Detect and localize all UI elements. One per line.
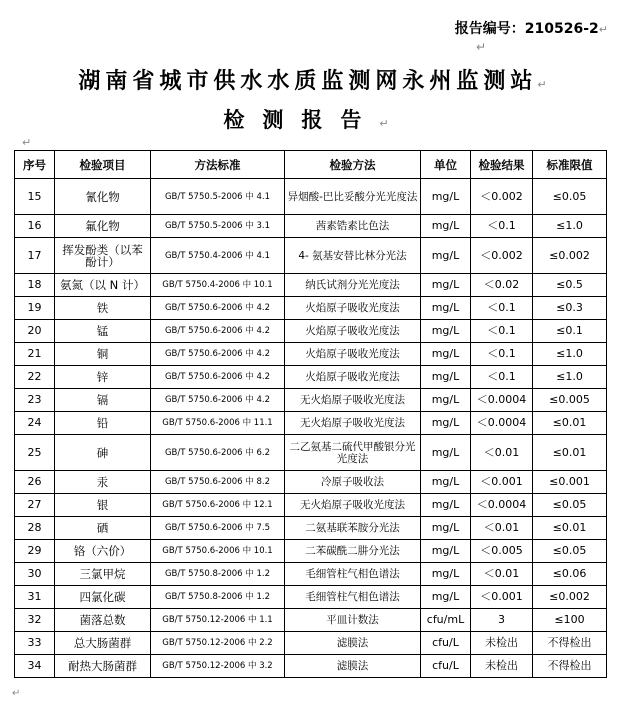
- cell-method: 无火焰原子吸收光度法: [285, 412, 421, 435]
- cell-method: 无火焰原子吸收光度法: [285, 494, 421, 517]
- cell-unit: mg/L: [421, 215, 471, 238]
- cell-unit: mg/L: [421, 586, 471, 609]
- cell-standard: GB/T 5750.6-2006 中 4.2: [151, 366, 285, 389]
- cell-method: 滤膜法: [285, 632, 421, 655]
- cell-method: 二苯碳酰二肼分光法: [285, 540, 421, 563]
- cell-standard: GB/T 5750.6-2006 中 6.2: [151, 435, 285, 471]
- cell-limit: ≤1.0: [533, 366, 607, 389]
- table-row: [15, 609, 607, 632]
- cell-limit: ≤0.002: [533, 586, 607, 609]
- cell-result: 3: [471, 609, 533, 632]
- cell-unit: mg/L: [421, 238, 471, 274]
- table-row: [15, 274, 607, 297]
- cell-item: 铜: [55, 343, 151, 366]
- cell-standard: GB/T 5750.6-2006 中 11.1: [151, 412, 285, 435]
- page-title: 湖南省城市供水水质监测网永州监测站↵: [78, 69, 552, 94]
- cell-unit: mg/L: [421, 412, 471, 435]
- report-number: 报告编号：210526-2↵: [454, 21, 608, 37]
- cell-result: 未检出: [471, 655, 533, 678]
- cell-unit: cfu/L: [421, 655, 471, 678]
- table-row: [15, 412, 607, 435]
- table-row: [15, 540, 607, 563]
- table-row: [15, 632, 607, 655]
- cell-no: 16: [15, 215, 55, 238]
- cell-unit: cfu/mL: [421, 609, 471, 632]
- cell-result: ＜0.0004: [471, 412, 533, 435]
- cell-unit: mg/L: [421, 389, 471, 412]
- cell-unit: mg/L: [421, 274, 471, 297]
- table-row: [15, 471, 607, 494]
- cell-item: 砷: [55, 435, 151, 471]
- cell-method: 异烟酸-巴比妥酸分光光度法: [285, 179, 421, 215]
- cell-no: 32: [15, 609, 55, 632]
- cell-standard: GB/T 5750.6-2006 中 8.2: [151, 471, 285, 494]
- cell-method: 4- 氨基安替比林分光法: [285, 238, 421, 274]
- table-row: [15, 215, 607, 238]
- cell-limit: 不得检出: [533, 655, 607, 678]
- cell-item: 氨氮（以 N 计）: [55, 274, 151, 297]
- header-unit: 单位: [421, 151, 471, 179]
- cell-result: ＜0.1: [471, 320, 533, 343]
- cell-no: 28: [15, 517, 55, 540]
- cell-unit: mg/L: [421, 297, 471, 320]
- cell-unit: mg/L: [421, 563, 471, 586]
- cell-result: ＜0.002: [471, 179, 533, 215]
- cell-limit: ≤0.001: [533, 471, 607, 494]
- paragraph-mark: ↵: [12, 688, 21, 699]
- header-result: 检验结果: [471, 151, 533, 179]
- cell-method: 冷原子吸收法: [285, 471, 421, 494]
- cell-method: 滤膜法: [285, 655, 421, 678]
- cell-result: ＜0.1: [471, 343, 533, 366]
- cell-method: 火焰原子吸收光度法: [285, 343, 421, 366]
- cell-result: ＜0.0004: [471, 389, 533, 412]
- header-method: 检验方法: [285, 151, 421, 179]
- cell-unit: mg/L: [421, 366, 471, 389]
- cell-unit: cfu/L: [421, 632, 471, 655]
- table-row: [15, 517, 607, 540]
- cell-limit: ≤0.005: [533, 389, 607, 412]
- table-header-row: [15, 151, 607, 179]
- cell-item: 氟化物: [55, 215, 151, 238]
- cell-item: 铅: [55, 412, 151, 435]
- cell-item: 耐热大肠菌群: [55, 655, 151, 678]
- cell-no: 33: [15, 632, 55, 655]
- cell-result: ＜0.1: [471, 215, 533, 238]
- header-item: 检验项目: [55, 151, 151, 179]
- cell-result: ＜0.1: [471, 366, 533, 389]
- cell-item: 铁: [55, 297, 151, 320]
- table-row: [15, 366, 607, 389]
- cell-item: 挥发酚类（以苯酚计）: [55, 238, 151, 274]
- cell-no: 19: [15, 297, 55, 320]
- table-row: [15, 563, 607, 586]
- table-row: [15, 435, 607, 471]
- cell-item: 总大肠菌群: [55, 632, 151, 655]
- cell-no: 31: [15, 586, 55, 609]
- cell-standard: GB/T 5750.6-2006 中 4.2: [151, 343, 285, 366]
- cell-method: 二乙氨基二硫代甲酸银分光光度法: [285, 435, 421, 471]
- cell-item: 菌落总数: [55, 609, 151, 632]
- cell-unit: mg/L: [421, 343, 471, 366]
- cell-method: 茜素锆素比色法: [285, 215, 421, 238]
- cell-method: 火焰原子吸收光度法: [285, 320, 421, 343]
- cell-no: 22: [15, 366, 55, 389]
- table-row: [15, 389, 607, 412]
- cell-item: 铬（六价）: [55, 540, 151, 563]
- cell-result: ＜0.001: [471, 586, 533, 609]
- header-limit: 标准限值: [533, 151, 607, 179]
- header-no: 序号: [15, 151, 55, 179]
- table-row: [15, 343, 607, 366]
- table-body: [15, 179, 607, 678]
- cell-unit: mg/L: [421, 517, 471, 540]
- cell-standard: GB/T 5750.6-2006 中 4.2: [151, 297, 285, 320]
- cell-no: 18: [15, 274, 55, 297]
- table-row: [15, 179, 607, 215]
- cell-unit: mg/L: [421, 540, 471, 563]
- cell-no: 27: [15, 494, 55, 517]
- paragraph-mark: ↵: [537, 78, 552, 91]
- cell-item: 银: [55, 494, 151, 517]
- cell-standard: GB/T 5750.8-2006 中 1.2: [151, 563, 285, 586]
- cell-no: 26: [15, 471, 55, 494]
- cell-method: 毛细管柱气相色谱法: [285, 586, 421, 609]
- cell-limit: ≤1.0: [533, 343, 607, 366]
- cell-standard: GB/T 5750.6-2006 中 10.1: [151, 540, 285, 563]
- cell-no: 20: [15, 320, 55, 343]
- cell-standard: GB/T 5750.6-2006 中 7.5: [151, 517, 285, 540]
- paragraph-mark: ↵: [379, 117, 407, 130]
- cell-unit: mg/L: [421, 471, 471, 494]
- cell-no: 21: [15, 343, 55, 366]
- table-row: [15, 238, 607, 274]
- cell-no: 29: [15, 540, 55, 563]
- cell-item: 镉: [55, 389, 151, 412]
- cell-item: 三氯甲烷: [55, 563, 151, 586]
- cell-no: 23: [15, 389, 55, 412]
- cell-limit: ≤0.05: [533, 494, 607, 517]
- cell-result: ＜0.002: [471, 238, 533, 274]
- table-row: [15, 320, 607, 343]
- cell-standard: GB/T 5750.6-2006 中 12.1: [151, 494, 285, 517]
- cell-standard: GB/T 5750.4-2006 中 10.1: [151, 274, 285, 297]
- cell-method: 火焰原子吸收光度法: [285, 297, 421, 320]
- cell-limit: ≤0.01: [533, 435, 607, 471]
- cell-unit: mg/L: [421, 494, 471, 517]
- cell-method: 火焰原子吸收光度法: [285, 366, 421, 389]
- cell-standard: GB/T 5750.5-2006 中 3.1: [151, 215, 285, 238]
- cell-standard: GB/T 5750.4-2006 中 4.1: [151, 238, 285, 274]
- paragraph-mark: ↵: [476, 40, 487, 54]
- cell-method: 平皿计数法: [285, 609, 421, 632]
- cell-standard: GB/T 5750.8-2006 中 1.2: [151, 586, 285, 609]
- cell-method: 纳氏试剂分光光度法: [285, 274, 421, 297]
- cell-limit: ≤0.5: [533, 274, 607, 297]
- cell-no: 24: [15, 412, 55, 435]
- cell-method: 二氨基联苯胺分光法: [285, 517, 421, 540]
- cell-no: 25: [15, 435, 55, 471]
- cell-limit: ≤0.01: [533, 412, 607, 435]
- cell-limit: 不得检出: [533, 632, 607, 655]
- cell-limit: ≤0.06: [533, 563, 607, 586]
- cell-limit: ≤0.002: [533, 238, 607, 274]
- cell-limit: ≤0.05: [533, 179, 607, 215]
- paragraph-mark: ↵: [22, 136, 32, 149]
- cell-result: ＜0.01: [471, 563, 533, 586]
- cell-item: 氰化物: [55, 179, 151, 215]
- table-row: [15, 494, 607, 517]
- cell-limit: ≤100: [533, 609, 607, 632]
- cell-unit: mg/L: [421, 320, 471, 343]
- cell-item: 汞: [55, 471, 151, 494]
- cell-standard: GB/T 5750.6-2006 中 4.2: [151, 389, 285, 412]
- cell-result: ＜0.0004: [471, 494, 533, 517]
- cell-method: 毛细管柱气相色谱法: [285, 563, 421, 586]
- cell-result: ＜0.01: [471, 517, 533, 540]
- cell-no: 34: [15, 655, 55, 678]
- cell-limit: ≤1.0: [533, 215, 607, 238]
- table-row: [15, 297, 607, 320]
- table-row: [15, 655, 607, 678]
- cell-item: 四氯化碳: [55, 586, 151, 609]
- cell-result: ＜0.02: [471, 274, 533, 297]
- paragraph-mark: ↵: [598, 23, 608, 36]
- cell-standard: GB/T 5750.5-2006 中 4.1: [151, 179, 285, 215]
- cell-item: 锰: [55, 320, 151, 343]
- cell-no: 30: [15, 563, 55, 586]
- cell-method: 无火焰原子吸收光度法: [285, 389, 421, 412]
- cell-limit: ≤0.05: [533, 540, 607, 563]
- cell-unit: mg/L: [421, 179, 471, 215]
- cell-standard: GB/T 5750.12-2006 中 2.2: [151, 632, 285, 655]
- cell-limit: ≤0.1: [533, 320, 607, 343]
- cell-limit: ≤0.3: [533, 297, 607, 320]
- cell-standard: GB/T 5750.12-2006 中 1.1: [151, 609, 285, 632]
- cell-result: ＜0.1: [471, 297, 533, 320]
- header-standard: 方法标准: [151, 151, 285, 179]
- page-subtitle: 检测报告↵: [223, 108, 407, 132]
- results-table: [14, 150, 607, 678]
- cell-unit: mg/L: [421, 435, 471, 471]
- cell-item: 锌: [55, 366, 151, 389]
- cell-no: 17: [15, 238, 55, 274]
- cell-item: 硒: [55, 517, 151, 540]
- cell-result: ＜0.001: [471, 471, 533, 494]
- table-row: [15, 586, 607, 609]
- cell-limit: ≤0.01: [533, 517, 607, 540]
- cell-standard: GB/T 5750.12-2006 中 3.2: [151, 655, 285, 678]
- cell-no: 15: [15, 179, 55, 215]
- cell-standard: GB/T 5750.6-2006 中 4.2: [151, 320, 285, 343]
- cell-result: ＜0.005: [471, 540, 533, 563]
- cell-result: 未检出: [471, 632, 533, 655]
- cell-result: ＜0.01: [471, 435, 533, 471]
